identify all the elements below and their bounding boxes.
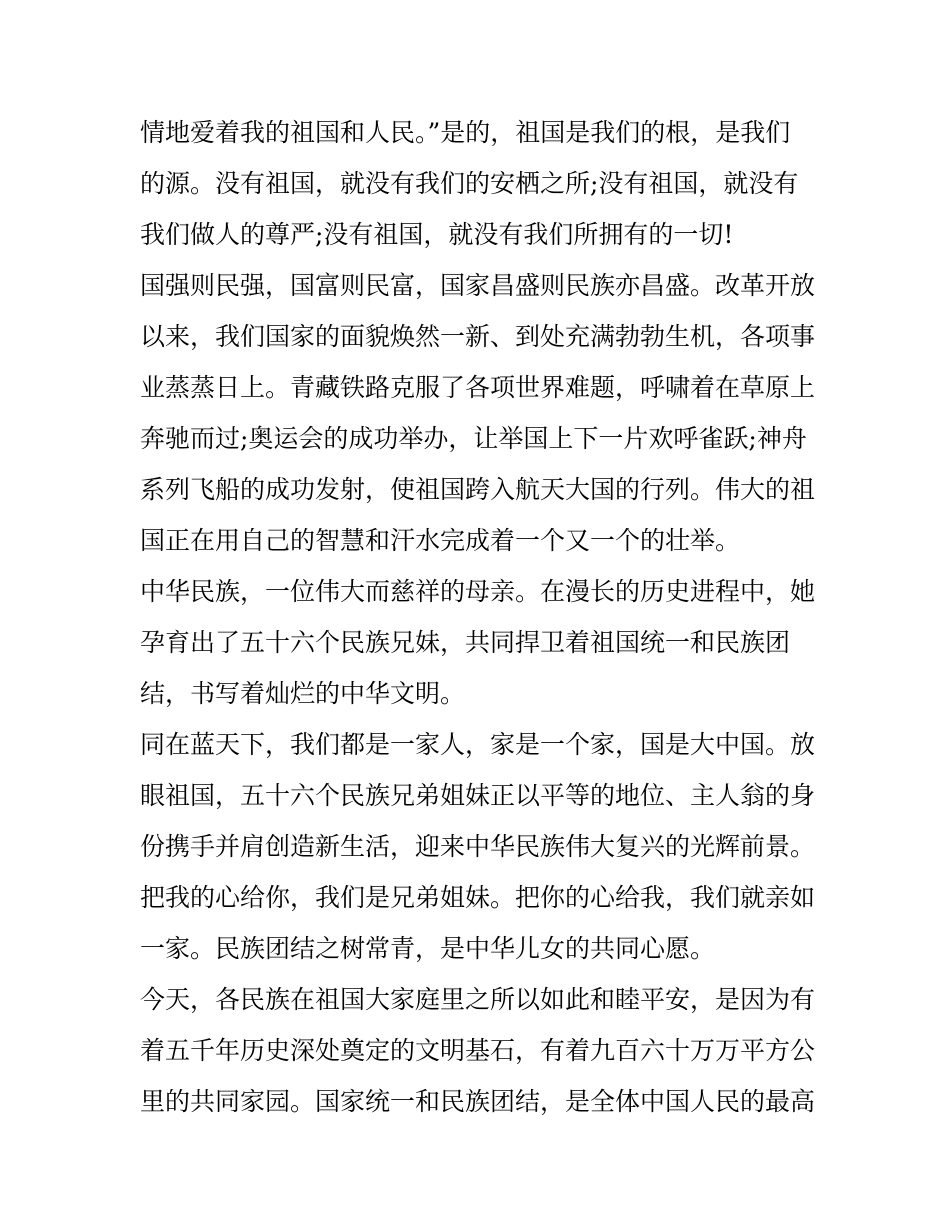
text-line: 结，书写着灿烂的中华文明。 [140, 679, 466, 708]
text-line: 一家。民族团结之树常青，是中华儿女的共同心愿。 [140, 934, 716, 963]
text-line: 业蒸蒸日上。青藏铁路克服了各项世界难题，呼啸着在草原上 [140, 373, 816, 402]
text-line: 把我的心给你，我们是兄弟姐妹。把你的心给我，我们就亲如 [140, 883, 816, 912]
text-line: 国强则民强，国富则民富，国家昌盛则民族亦昌盛。改革开放 [140, 271, 816, 300]
text-line: 情地爱着我的祖国和人民。”是的，祖国是我们的根，是我们 [140, 118, 791, 147]
text-line: 着五千年历史深处奠定的文明基石，有着九百六十万万平方公 [140, 1036, 816, 1065]
text-line: 奔驰而过;奥运会的成功举办，让举国上下一片欢呼雀跃;神舟 [140, 424, 807, 453]
text-line: 中华民族，一位伟大而慈祥的母亲。在漫长的历史进程中，她 [140, 577, 816, 606]
text-line: 同在蓝天下，我们都是一家人，家是一个家，国是大中国。放 [140, 730, 816, 759]
text-line: 系列飞船的成功发射，使祖国跨入航天大国的行列。伟大的祖 [140, 475, 816, 504]
text-line: 里的共同家园。国家统一和民族团结，是全体中国人民的最高 [140, 1087, 816, 1116]
text-line: 以来，我们国家的面貌焕然一新、到处充满勃勃生机，各项事 [140, 322, 816, 351]
text-line: 今天，各民族在祖国大家庭里之所以如此和睦平安，是因为有 [140, 985, 816, 1014]
text-line: 我们做人的尊严;没有祖国，就没有我们所拥有的一切! [140, 220, 734, 249]
text-line: 眼祖国，五十六个民族兄弟姐妹正以平等的地位、主人翁的身 [140, 781, 816, 810]
text-line: 国正在用自己的智慧和汗水完成着一个又一个的壮举。 [140, 526, 741, 555]
text-line: 孕育出了五十六个民族兄妹，共同捍卫着祖国统一和民族团 [140, 628, 791, 657]
text-line: 份携手并肩创造新生活，迎来中华民族伟大复兴的光辉前景。 [140, 832, 816, 861]
document-body [140, 107, 820, 1127]
text-line: 的源。没有祖国，就没有我们的安栖之所;没有祖国，就没有 [140, 169, 799, 198]
